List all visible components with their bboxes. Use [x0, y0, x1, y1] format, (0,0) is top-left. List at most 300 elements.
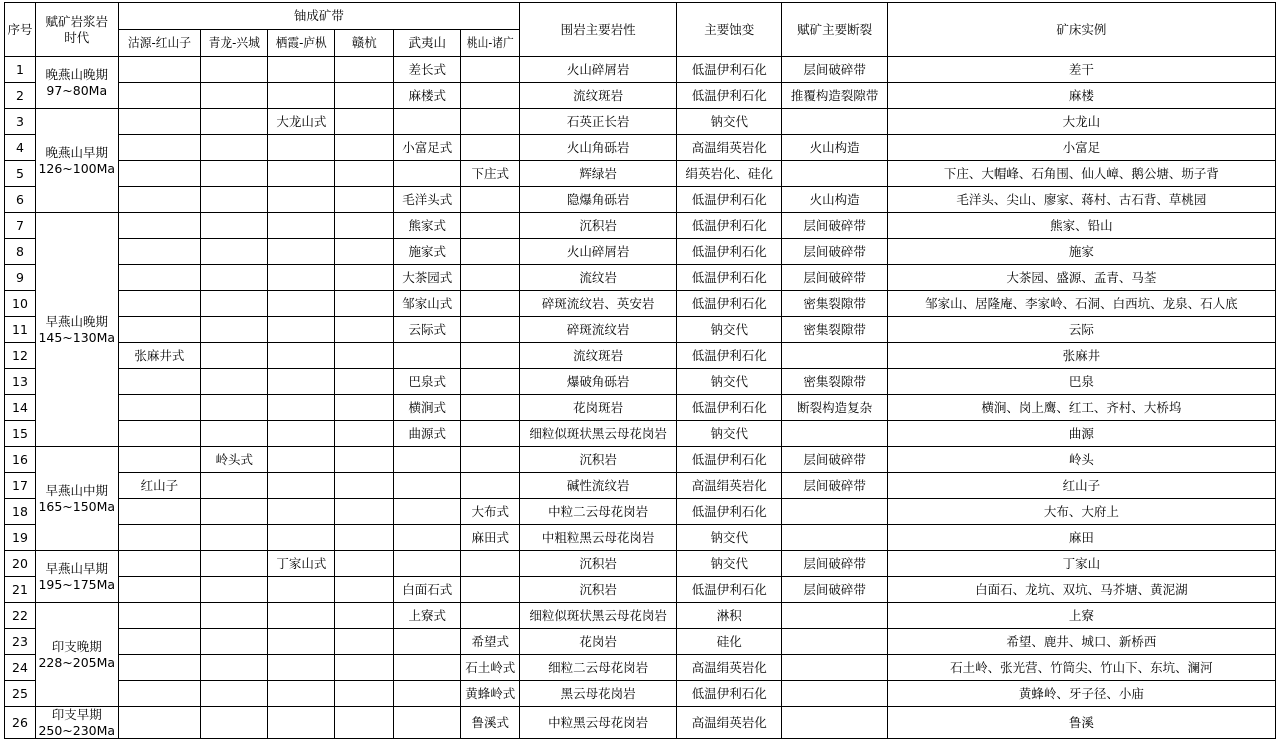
cell-belt-2 [201, 291, 268, 317]
cell-alteration: 淋积 [677, 603, 782, 629]
cell-alteration: 低温伊利石化 [677, 447, 782, 473]
cell-belt-1 [118, 187, 201, 213]
cell-examples: 毛洋头、尖山、廖家、蒋村、古石背、草桃园 [887, 187, 1275, 213]
cell-fault [782, 525, 887, 551]
cell-belt-5: 毛洋头式 [394, 187, 461, 213]
cell-belt-2 [201, 343, 268, 369]
cell-fault [782, 109, 887, 135]
cell-belt-3 [268, 57, 335, 83]
table-row [5, 291, 1276, 317]
cell-seq: 10 [5, 291, 36, 317]
table-row [5, 525, 1276, 551]
cell-belt-1 [118, 629, 201, 655]
cell-belt-4 [335, 551, 394, 577]
table-row [5, 213, 1276, 239]
table-row [5, 57, 1276, 83]
cell-belt-6 [461, 551, 520, 577]
cell-fault [782, 655, 887, 681]
cell-belt-4 [335, 421, 394, 447]
cell-belt-1 [118, 525, 201, 551]
cell-age [35, 447, 118, 551]
cell-belt-3 [268, 291, 335, 317]
cell-seq: 12 [5, 343, 36, 369]
cell-belt-6: 下庄式 [461, 161, 520, 187]
cell-alteration: 低温伊利石化 [677, 265, 782, 291]
cell-examples: 邹家山、居隆庵、李家岭、石洞、白西坑、龙泉、石人底 [887, 291, 1275, 317]
cell-belt-6 [461, 317, 520, 343]
cell-belt-2 [201, 395, 268, 421]
cell-alteration: 低温伊利石化 [677, 291, 782, 317]
cell-alteration: 低温伊利石化 [677, 577, 782, 603]
cell-seq: 23 [5, 629, 36, 655]
cell-age-epoch: 印支早期 [51, 707, 102, 722]
cell-seq: 19 [5, 525, 36, 551]
cell-examples: 熊家、铅山 [887, 213, 1275, 239]
cell-belt-4 [335, 655, 394, 681]
cell-belt-5 [394, 707, 461, 739]
cell-belt-2 [201, 239, 268, 265]
cell-belt-2 [201, 499, 268, 525]
cell-fault [782, 603, 887, 629]
cell-belt-4 [335, 499, 394, 525]
cell-wallrock: 辉绿岩 [520, 161, 677, 187]
cell-belt-1 [118, 577, 201, 603]
cell-belt-6 [461, 369, 520, 395]
cell-wallrock: 石英正长岩 [520, 109, 677, 135]
table-row [5, 109, 1276, 135]
cell-belt-4 [335, 525, 394, 551]
cell-fault: 层间破碎带 [782, 447, 887, 473]
cell-seq: 25 [5, 681, 36, 707]
cell-belt-1 [118, 109, 201, 135]
cell-belt-6 [461, 83, 520, 109]
table-row [5, 629, 1276, 655]
cell-fault [782, 161, 887, 187]
header-belt-qixia-luzong: 栖霞-庐枞 [268, 30, 335, 57]
cell-belt-1 [118, 83, 201, 109]
cell-belt-1 [118, 265, 201, 291]
cell-age-range: 250~230Ma [38, 722, 116, 738]
table-row [5, 707, 1276, 739]
cell-wallrock: 花岗岩 [520, 629, 677, 655]
cell-wallrock: 碎斑流纹岩 [520, 317, 677, 343]
cell-belt-2 [201, 421, 268, 447]
cell-belt-6 [461, 265, 520, 291]
cell-alteration: 低温伊利石化 [677, 681, 782, 707]
cell-age-range: 195~175Ma [38, 576, 116, 592]
cell-fault: 层间破碎带 [782, 213, 887, 239]
cell-seq: 14 [5, 395, 36, 421]
cell-belt-1 [118, 447, 201, 473]
cell-wallrock: 沉积岩 [520, 213, 677, 239]
cell-belt-3 [268, 83, 335, 109]
cell-belt-2 [201, 603, 268, 629]
cell-belt-3 [268, 629, 335, 655]
cell-belt-4 [335, 577, 394, 603]
cell-fault: 密集裂隙带 [782, 317, 887, 343]
cell-belt-4 [335, 369, 394, 395]
cell-wallrock: 花岗斑岩 [520, 395, 677, 421]
cell-belt-1 [118, 317, 201, 343]
table-row [5, 655, 1276, 681]
cell-belt-4 [335, 317, 394, 343]
cell-examples: 麻楼 [887, 83, 1275, 109]
cell-wallrock: 沉积岩 [520, 551, 677, 577]
cell-wallrock: 流纹斑岩 [520, 83, 677, 109]
cell-wallrock: 碱性流纹岩 [520, 473, 677, 499]
cell-belt-3 [268, 265, 335, 291]
cell-belt-5: 麻楼式 [394, 83, 461, 109]
cell-examples: 麻田 [887, 525, 1275, 551]
cell-belt-6 [461, 239, 520, 265]
cell-alteration: 低温伊利石化 [677, 343, 782, 369]
cell-belt-4 [335, 291, 394, 317]
cell-alteration: 高温绢英岩化 [677, 473, 782, 499]
cell-fault: 推覆构造裂隙带 [782, 83, 887, 109]
cell-belt-1 [118, 681, 201, 707]
cell-belt-3 [268, 577, 335, 603]
cell-alteration: 钠交代 [677, 369, 782, 395]
cell-belt-4 [335, 681, 394, 707]
table-row [5, 83, 1276, 109]
cell-belt-5: 白面石式 [394, 577, 461, 603]
table-row [5, 369, 1276, 395]
cell-belt-4 [335, 707, 394, 739]
cell-belt-2 [201, 161, 268, 187]
table-row [5, 577, 1276, 603]
cell-belt-4 [335, 239, 394, 265]
uranium-deposit-table [4, 2, 1276, 739]
cell-examples: 黄蜂岭、牙子径、小庙 [887, 681, 1275, 707]
cell-alteration: 低温伊利石化 [677, 499, 782, 525]
cell-belt-1: 张麻井式 [118, 343, 201, 369]
cell-belt-5: 邹家山式 [394, 291, 461, 317]
cell-wallrock: 沉积岩 [520, 447, 677, 473]
cell-belt-5 [394, 343, 461, 369]
cell-belt-6 [461, 291, 520, 317]
cell-alteration: 钠交代 [677, 525, 782, 551]
cell-belt-6 [461, 447, 520, 473]
table-row [5, 447, 1276, 473]
cell-seq: 8 [5, 239, 36, 265]
cell-wallrock: 流纹斑岩 [520, 343, 677, 369]
table-row [5, 187, 1276, 213]
cell-age-epoch: 印支晚期 [51, 638, 102, 654]
cell-belt-5: 上寮式 [394, 603, 461, 629]
cell-belt-2 [201, 109, 268, 135]
cell-belt-2 [201, 525, 268, 551]
cell-belt-5: 巴泉式 [394, 369, 461, 395]
cell-belt-4 [335, 395, 394, 421]
header-alteration: 主要蚀变 [677, 3, 782, 57]
cell-seq: 13 [5, 369, 36, 395]
table-row [5, 317, 1276, 343]
cell-fault: 层间破碎带 [782, 473, 887, 499]
cell-belt-5: 云际式 [394, 317, 461, 343]
cell-age-epoch: 晚燕山晚期 [45, 66, 109, 82]
cell-belt-6: 麻田式 [461, 525, 520, 551]
cell-belt-5 [394, 681, 461, 707]
cell-fault: 层间破碎带 [782, 577, 887, 603]
table-row [5, 135, 1276, 161]
cell-fault: 层间破碎带 [782, 265, 887, 291]
cell-belt-5: 熊家式 [394, 213, 461, 239]
cell-age-epoch: 早燕山早期 [45, 560, 109, 576]
cell-belt-3 [268, 525, 335, 551]
table-row [5, 395, 1276, 421]
cell-examples: 上寮 [887, 603, 1275, 629]
cell-wallrock: 火山角砾岩 [520, 135, 677, 161]
cell-belt-6 [461, 421, 520, 447]
cell-examples: 施家 [887, 239, 1275, 265]
cell-alteration: 钠交代 [677, 551, 782, 577]
cell-fault: 火山构造 [782, 135, 887, 161]
cell-alteration: 高温绢英岩化 [677, 655, 782, 681]
cell-examples: 下庄、大帽峰、石角围、仙人嶂、鹅公塘、坜子背 [887, 161, 1275, 187]
table-row [5, 551, 1276, 577]
cell-belt-4 [335, 343, 394, 369]
cell-seq: 18 [5, 499, 36, 525]
cell-seq: 2 [5, 83, 36, 109]
cell-belt-2 [201, 655, 268, 681]
cell-alteration: 低温伊利石化 [677, 187, 782, 213]
cell-age-range: 165~150Ma [38, 498, 116, 514]
cell-age [35, 213, 118, 447]
cell-belt-3: 丁家山式 [268, 551, 335, 577]
cell-belt-2 [201, 577, 268, 603]
cell-wallrock: 中粒二云母花岗岩 [520, 499, 677, 525]
cell-belt-6 [461, 577, 520, 603]
cell-age-range: 228~205Ma [38, 654, 116, 670]
cell-belt-3 [268, 369, 335, 395]
cell-belt-4 [335, 265, 394, 291]
cell-belt-6: 大布式 [461, 499, 520, 525]
cell-belt-4 [335, 629, 394, 655]
cell-examples: 小富足 [887, 135, 1275, 161]
cell-belt-4 [335, 57, 394, 83]
cell-fault: 密集裂隙带 [782, 291, 887, 317]
cell-fault [782, 629, 887, 655]
cell-belt-3 [268, 395, 335, 421]
header-belt-guyuan-hongshanzi: 沽源-红山子 [118, 30, 201, 57]
cell-seq: 15 [5, 421, 36, 447]
cell-belt-1 [118, 369, 201, 395]
cell-examples: 希望、鹿井、城口、新桥西 [887, 629, 1275, 655]
cell-belt-6 [461, 109, 520, 135]
cell-belt-2 [201, 213, 268, 239]
cell-fault: 断裂构造复杂 [782, 395, 887, 421]
cell-alteration: 硅化 [677, 629, 782, 655]
cell-belt-1 [118, 499, 201, 525]
cell-belt-5 [394, 551, 461, 577]
cell-belt-2 [201, 707, 268, 739]
cell-alteration: 低温伊利石化 [677, 83, 782, 109]
cell-belt-3 [268, 447, 335, 473]
cell-wallrock: 黑云母花岗岩 [520, 681, 677, 707]
cell-belt-1 [118, 57, 201, 83]
cell-age [35, 603, 118, 707]
header-uranium-belt-group: 铀成矿带 [118, 3, 520, 30]
cell-belt-5 [394, 629, 461, 655]
cell-fault: 层间破碎带 [782, 551, 887, 577]
cell-alteration: 低温伊利石化 [677, 239, 782, 265]
cell-wallrock: 碎斑流纹岩、英安岩 [520, 291, 677, 317]
cell-belt-1 [118, 707, 201, 739]
cell-belt-6: 黄蜂岭式 [461, 681, 520, 707]
cell-wallrock: 中粗粒黑云母花岗岩 [520, 525, 677, 551]
cell-belt-5: 小富足式 [394, 135, 461, 161]
table-row [5, 603, 1276, 629]
cell-belt-6 [461, 473, 520, 499]
cell-alteration: 绢英岩化、硅化 [677, 161, 782, 187]
cell-belt-4 [335, 161, 394, 187]
cell-belt-6 [461, 57, 520, 83]
cell-belt-3 [268, 239, 335, 265]
cell-fault: 层间破碎带 [782, 57, 887, 83]
header-age [35, 3, 118, 57]
cell-belt-5: 施家式 [394, 239, 461, 265]
cell-alteration: 低温伊利石化 [677, 395, 782, 421]
cell-belt-3 [268, 161, 335, 187]
cell-belt-2 [201, 187, 268, 213]
cell-age-epoch: 晚燕山早期 [45, 144, 109, 160]
cell-seq: 6 [5, 187, 36, 213]
cell-examples: 巴泉 [887, 369, 1275, 395]
header-belt-ganhang: 赣杭 [335, 30, 394, 57]
cell-belt-5 [394, 161, 461, 187]
cell-belt-4 [335, 213, 394, 239]
cell-belt-2 [201, 681, 268, 707]
cell-alteration: 高温绢英岩化 [677, 707, 782, 739]
cell-belt-3 [268, 603, 335, 629]
cell-belt-5 [394, 109, 461, 135]
table-row [5, 265, 1276, 291]
cell-age-range: 145~130Ma [38, 329, 116, 345]
cell-belt-1 [118, 655, 201, 681]
cell-belt-4 [335, 83, 394, 109]
table-row [5, 343, 1276, 369]
cell-examples: 丁家山 [887, 551, 1275, 577]
cell-belt-3 [268, 317, 335, 343]
cell-seq: 3 [5, 109, 36, 135]
cell-examples: 曲源 [887, 421, 1275, 447]
header-examples: 矿床实例 [887, 3, 1275, 57]
cell-belt-2: 岭头式 [201, 447, 268, 473]
cell-age-range: 126~100Ma [38, 160, 116, 176]
cell-belt-4 [335, 109, 394, 135]
cell-belt-5: 曲源式 [394, 421, 461, 447]
cell-age [35, 109, 118, 213]
cell-belt-3 [268, 135, 335, 161]
cell-belt-1 [118, 551, 201, 577]
cell-wallrock: 爆破角砾岩 [520, 369, 677, 395]
cell-belt-3 [268, 655, 335, 681]
cell-seq: 1 [5, 57, 36, 83]
cell-belt-1 [118, 395, 201, 421]
cell-examples: 云际 [887, 317, 1275, 343]
cell-seq: 4 [5, 135, 36, 161]
cell-fault: 密集裂隙带 [782, 369, 887, 395]
cell-belt-6: 鲁溪式 [461, 707, 520, 739]
header-belt-wuyishan: 武夷山 [394, 30, 461, 57]
cell-belt-1 [118, 213, 201, 239]
cell-belt-1 [118, 239, 201, 265]
table-row [5, 239, 1276, 265]
cell-wallrock: 沉积岩 [520, 577, 677, 603]
cell-belt-1 [118, 291, 201, 317]
cell-wallrock: 细粒似斑状黑云母花岗岩 [520, 603, 677, 629]
cell-fault: 层间破碎带 [782, 239, 887, 265]
cell-belt-6: 希望式 [461, 629, 520, 655]
cell-belt-6 [461, 395, 520, 421]
cell-belt-6 [461, 187, 520, 213]
header-age-line1: 赋矿岩浆岩 [45, 13, 109, 29]
cell-belt-4 [335, 447, 394, 473]
cell-fault [782, 707, 887, 739]
table-header [5, 3, 1276, 57]
cell-belt-2 [201, 83, 268, 109]
cell-belt-5: 差长式 [394, 57, 461, 83]
cell-belt-2 [201, 135, 268, 161]
cell-belt-5 [394, 655, 461, 681]
cell-examples: 石土岭、张光营、竹筒尖、竹山下、东坑、澜河 [887, 655, 1275, 681]
cell-belt-2 [201, 473, 268, 499]
header-seq: 序号 [5, 3, 36, 57]
cell-seq: 7 [5, 213, 36, 239]
cell-belt-2 [201, 265, 268, 291]
cell-belt-1 [118, 161, 201, 187]
cell-examples: 岭头 [887, 447, 1275, 473]
cell-belt-4 [335, 187, 394, 213]
cell-seq: 11 [5, 317, 36, 343]
cell-age [35, 551, 118, 603]
cell-belt-5: 大茶园式 [394, 265, 461, 291]
cell-belt-3: 大龙山式 [268, 109, 335, 135]
cell-examples: 红山子 [887, 473, 1275, 499]
cell-belt-6 [461, 213, 520, 239]
cell-age-epoch: 早燕山晚期 [45, 313, 109, 329]
cell-alteration: 高温绢英岩化 [677, 135, 782, 161]
cell-alteration: 低温伊利石化 [677, 213, 782, 239]
cell-belt-5 [394, 499, 461, 525]
cell-seq: 16 [5, 447, 36, 473]
cell-fault: 火山构造 [782, 187, 887, 213]
header-belt-qinglong-xingcheng: 青龙-兴城 [201, 30, 268, 57]
header-row-top [5, 3, 1276, 30]
cell-belt-4 [335, 135, 394, 161]
header-age-line2: 时代 [64, 29, 90, 45]
table-row [5, 681, 1276, 707]
table-row [5, 473, 1276, 499]
cell-examples: 白面石、龙坑、双坑、马芥塘、黄泥湖 [887, 577, 1275, 603]
cell-belt-6: 石土岭式 [461, 655, 520, 681]
cell-seq: 17 [5, 473, 36, 499]
cell-examples: 张麻井 [887, 343, 1275, 369]
cell-wallrock: 中粒黑云母花岗岩 [520, 707, 677, 739]
cell-wallrock: 细粒二云母花岗岩 [520, 655, 677, 681]
cell-wallrock: 火山碎屑岩 [520, 239, 677, 265]
cell-age-epoch: 早燕山中期 [45, 482, 109, 498]
cell-seq: 22 [5, 603, 36, 629]
cell-belt-1 [118, 421, 201, 447]
cell-belt-5 [394, 525, 461, 551]
header-wallrock: 围岩主要岩性 [520, 3, 677, 57]
cell-fault [782, 343, 887, 369]
cell-age-range: 97~80Ma [46, 82, 108, 98]
cell-belt-2 [201, 57, 268, 83]
header-belt-taoshan-zhuguang: 桃山-诸广 [461, 30, 520, 57]
cell-fault [782, 681, 887, 707]
